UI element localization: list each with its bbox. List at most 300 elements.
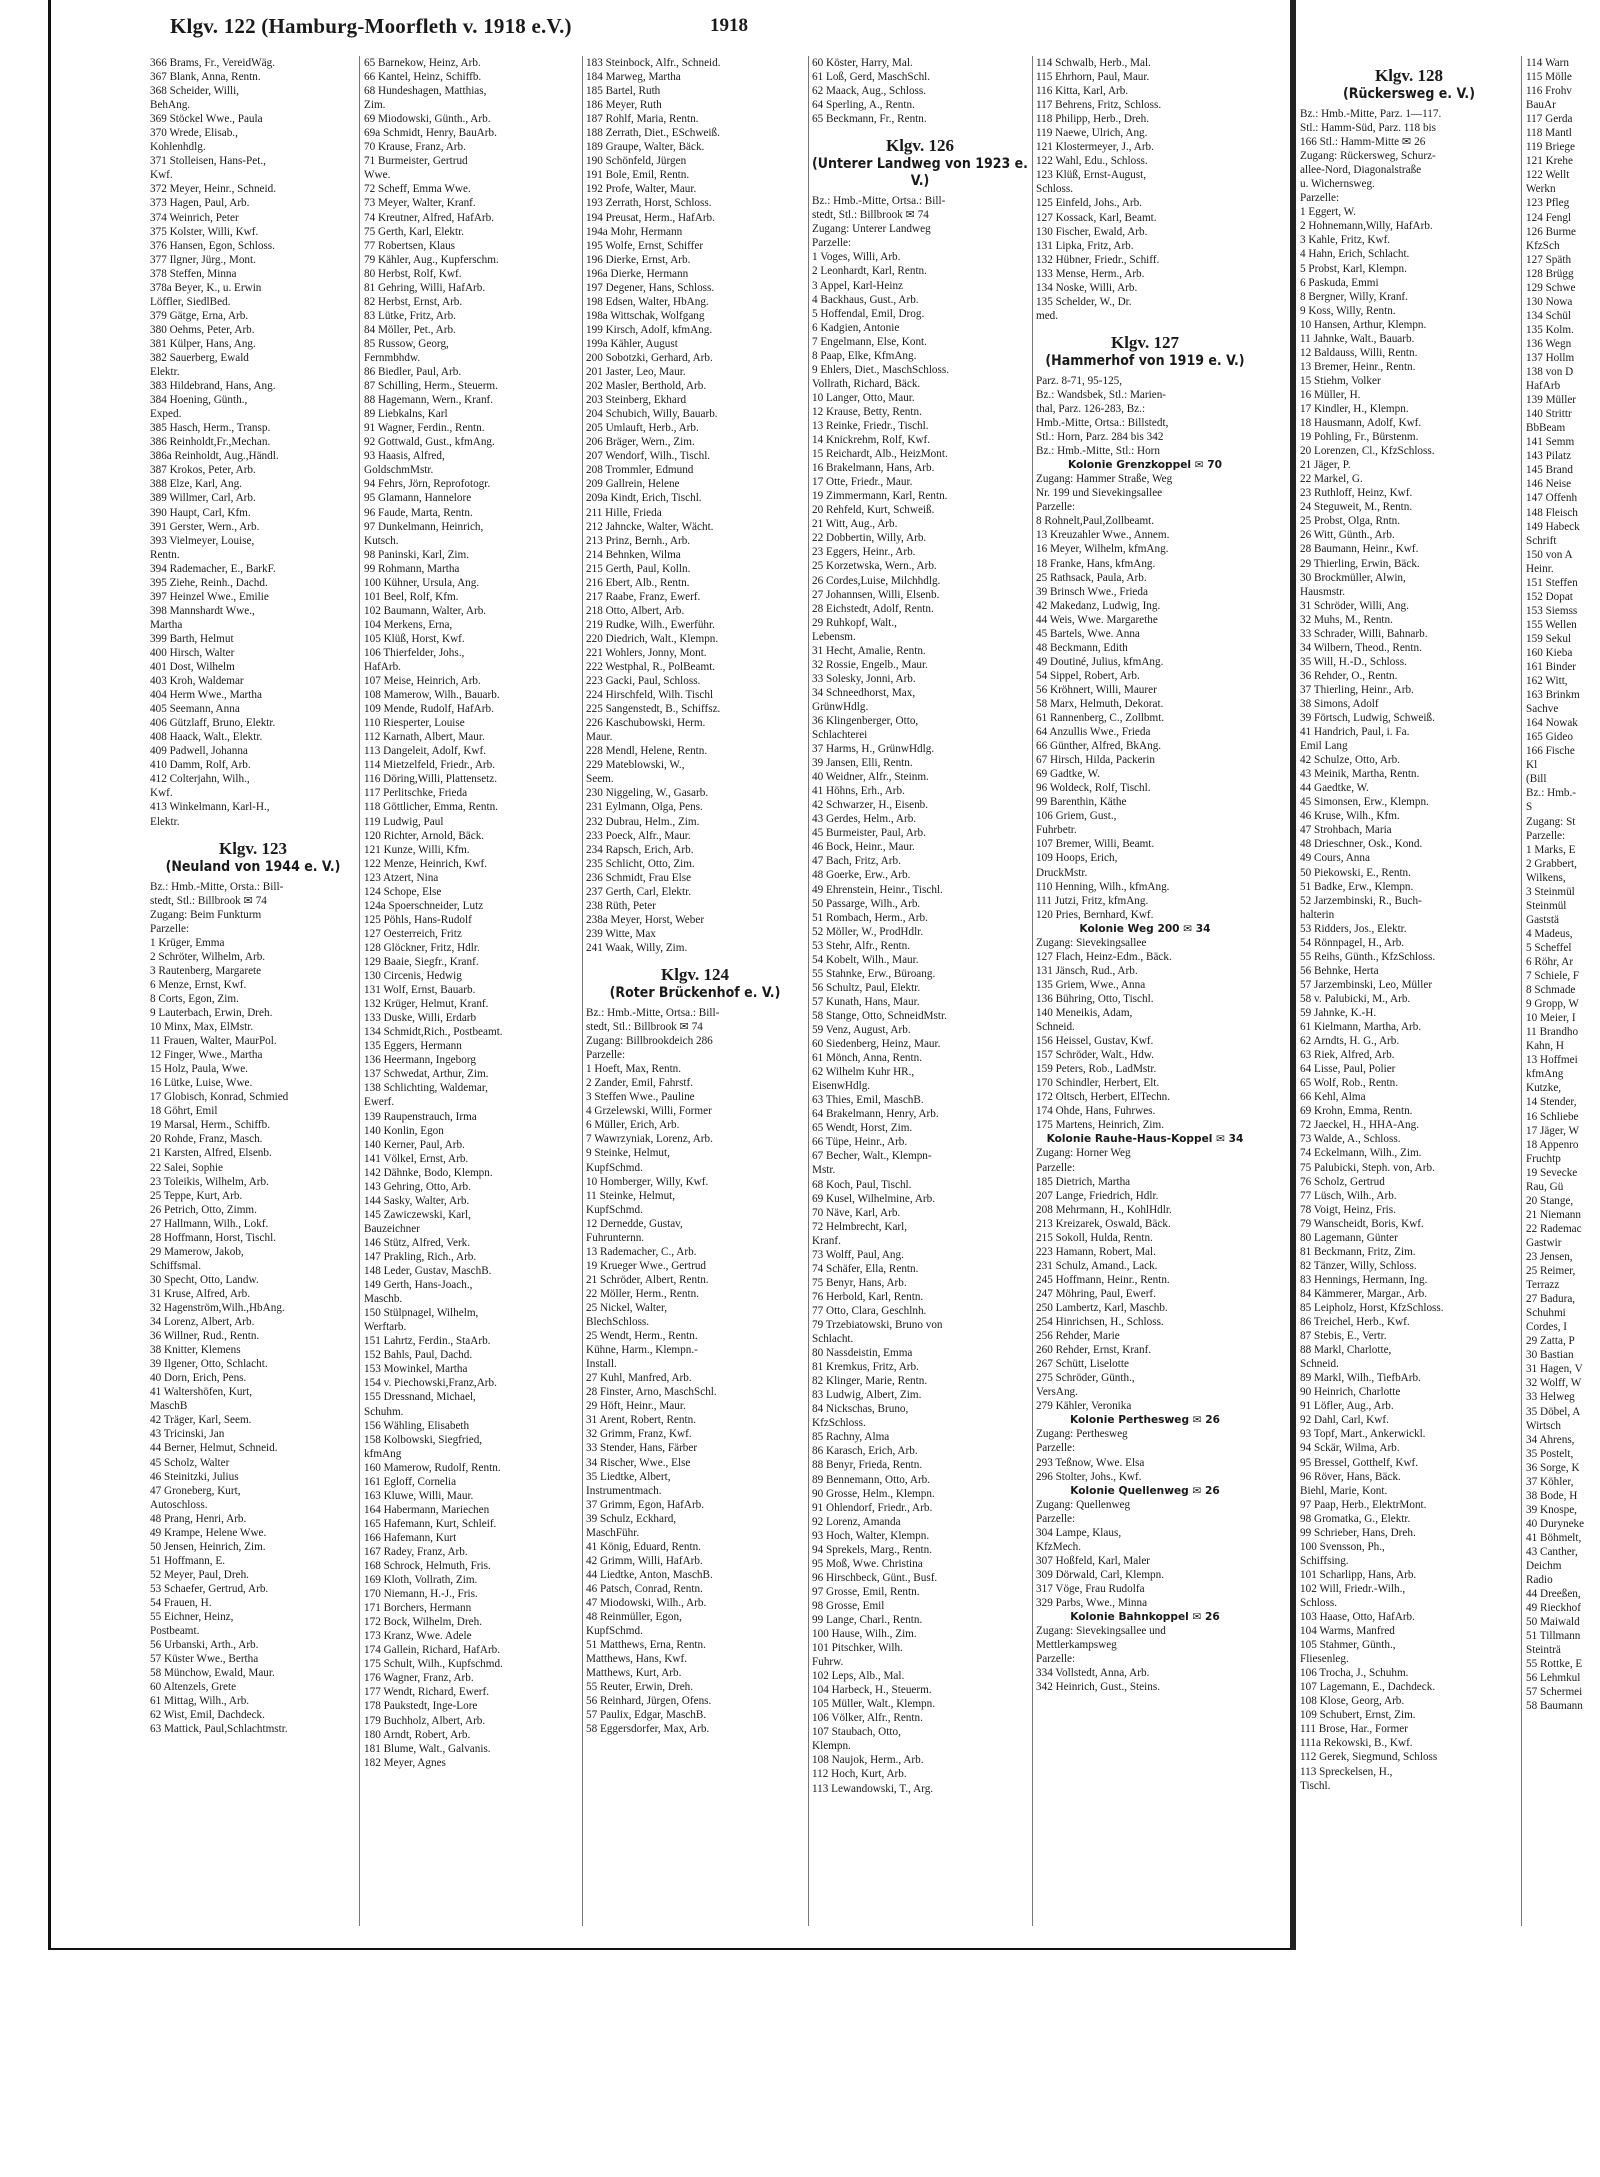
directory-entry: Bauzeichner [364,1222,420,1235]
directory-entry: 51 Rombach, Herm., Arb. [812,911,928,924]
directory-entry: 66 Günther, Alfred, BkAng. [1036,740,1162,753]
directory-entry: 92 Gottwald, Gust., kfmAng. [364,436,495,449]
directory-entry: 386 Reinholdt,Fr.,Mechan. [150,436,271,449]
directory-entry: 78 Voigt, Heinz, Fris. [1300,1203,1396,1216]
directory-entry: 100 Hause, Wilh., Zim. [812,1628,917,1641]
directory-entry: 99 Barenthin, Käthe [1036,796,1127,809]
directory-entry: Instrumentmach. [586,1484,662,1497]
directory-entry: 216 Ebert, Alb., Rentn. [586,576,690,589]
directory-entry: 34 Lorenz, Albert, Arb. [150,1316,255,1329]
directory-entry: 55 Eichner, Heinz, [150,1611,234,1624]
directory-entry: 39 Brinsch Wwe., Frieda [1036,585,1148,598]
directory-entry: 48 Prang, Henri, Arb. [150,1512,247,1525]
directory-entry: Postbeamt. [150,1625,200,1638]
directory-entry: 12 Finger, Wwe., Martha [150,1049,263,1062]
directory-entry: 296 Stolter, Johs., Kwf. [1036,1470,1142,1483]
directory-entry: 135 Griem, Wwe., Anna [1036,978,1146,991]
directory-entry: 93 Haasis, Alfred, [364,450,445,463]
directory-entry: 190 Schönfeld, Jürgen [586,155,687,168]
right-page-fragment [1300,0,1600,1950]
directory-entry: 155 Wellen [1526,618,1577,631]
directory-entry: 44 Berner, Helmut, Schneid. [150,1442,278,1455]
directory-entry: 34 Schneedhorst, Max, [812,686,916,699]
directory-entry: 88 Markl, Charlotte, [1300,1344,1392,1357]
section-info: Parzelle: [586,1049,626,1062]
directory-entry: Rau, Gü [1526,1180,1564,1193]
page-header [150,14,1285,44]
directory-entry: 136 Wegn [1526,337,1572,350]
directory-entry: 117 Perlitschke, Frieda [364,787,468,800]
directory-entry: 140 Konlin, Egon [364,1124,444,1137]
directory-entry: kfmAng [364,1447,402,1460]
directory-entry: 50 Jensen, Heinrich, Zim. [150,1540,266,1553]
directory-entry: 119 Naewe, Ulrich, Ang. [1036,127,1148,140]
column-rule [1032,56,1033,1926]
directory-entry: BlechSchloss. [586,1316,650,1329]
directory-entry: 307 Hoßfeld, Karl, Maler [1036,1554,1151,1567]
directory-entry: 9 Ehlers, Diet., MaschSchloss. [812,363,950,376]
directory-entry: 9 Gropp, W [1526,998,1579,1011]
directory-entry: 114 Warn [1526,57,1569,69]
directory-entry: 156 Wähling, Elisabeth [364,1419,470,1432]
directory-entry: Wwe. [364,169,391,182]
section-info: Parzelle: [1036,1653,1076,1666]
directory-entry: 90 Heinrich, Charlotte [1300,1386,1401,1399]
directory-entry: 122 Wellt [1526,169,1570,182]
directory-entry: 124 Schope, Else [364,885,442,898]
directory-entry: 27 Hallmann, Wilh., Lokf. [150,1217,269,1230]
directory-entry: 39 Förtsch, Ludwig, Schweiß. [1300,712,1435,725]
directory-entry: 28 Eichstedt, Adolf, Rentn. [812,602,934,615]
directory-entry: 14 Knickrehm, Rolf, Kwf. [812,434,931,447]
directory-entry: 106 Trocha, J., Schuhm. [1300,1667,1409,1680]
directory-entry: 2 Grabbert, [1526,857,1577,870]
directory-entry: 117 Behrens, Fritz, Schloss. [1036,99,1162,112]
directory-entry: 76 Herbold, Karl, Rentn. [812,1290,924,1303]
directory-entry: 215 Gerth, Paul, Kolln. [586,562,691,575]
directory-entry: 32 Rossie, Engelb., Maur. [812,658,928,671]
directory-entry: 46 Steinitzki, Julius [150,1470,239,1483]
directory-entry: 47 Groneberg, Kurt, [150,1484,241,1497]
directory-entry: 256 Rehder, Marie [1036,1330,1120,1343]
directory-entry: 53 Stehr, Alfr., Rentn. [812,939,911,952]
directory-entry: BbBeam [1526,422,1566,435]
directory-entry: 56 Lehmkul [1526,1672,1581,1685]
directory-entry: 43 Tricinski, Jan [150,1428,225,1441]
directory-entry: 116 Döring,Willi, Plattensetz. [364,773,498,786]
directory-entry: 124a Spoerschneider, Lutz [364,899,484,912]
directory-entry: 17 Jäger, W [1526,1124,1580,1137]
directory-entry: 40 Dorn, Erich, Pens. [150,1372,247,1385]
directory-entry: 209 Gallrein, Helene [586,478,680,491]
directory-entry: Tischl. [1300,1779,1331,1792]
directory-entry: 207 Wendorf, Wilh., Tischl. [586,450,711,463]
directory-entry: 102 Baumann, Walter, Arb. [364,604,487,617]
directory-entry: 206 Bräger, Wern., Zim. [586,436,695,449]
directory-entry: 12 Derneddе, Gustav, [586,1217,683,1230]
directory-entry: 74 Kreutner, Alfred, HafArb. [364,211,495,224]
column-1 [150,56,356,1736]
directory-entry: 89 Liebkalns, Karl [364,408,448,421]
directory-entry: 267 Schütt, Liselotte [1036,1358,1129,1371]
directory-entry: 247 Möhring, Paul, Ewerf. [1036,1287,1156,1300]
kolonie-heading: Kolonie Grenzkoppel ✉ 70 [1067,459,1223,472]
directory-entry: 58 Marx, Helmuth, Dekorat. [1036,697,1164,710]
directory-entry: 45 Bartels, Wwe. Anna [1036,627,1140,640]
directory-entry: 76 Scholz, Gertrud [1300,1175,1385,1188]
directory-entry: 400 Hirsch, Walter [150,646,235,659]
directory-entry: 42 Träger, Karl, Seem. [150,1414,252,1427]
directory-entry: Sachve [1526,703,1559,716]
directory-entry: 342 Heinrich, Gust., Steins. [1036,1681,1160,1694]
directory-entry: Fernmbhdw. [364,351,421,364]
directory-entry: 120 Richter, Arnold, Bäck. [364,829,485,842]
directory-entry: 17 Otte, Friedr., Maur. [812,476,913,489]
directory-entry: 182 Meyer, Agnes [364,1756,446,1769]
directory-entry: 39 Ilgener, Otto, Schlacht. [150,1358,268,1371]
directory-entry: 157 Schröder, Walt., Hdw. [1036,1049,1154,1062]
directory-entry: 236 Schmidt, Frau Else [586,871,692,884]
section-info: Parzelle: [812,237,852,250]
directory-entry: 334 Vollstedt, Anna, Arb. [1036,1667,1150,1680]
directory-entry: 64 Lisse, Paul, Polier [1300,1063,1396,1076]
directory-entry: 45 Scholz, Walter [150,1456,230,1469]
directory-entry: 175 Schult, Wilh., Kupfschmd. [364,1658,503,1671]
directory-entry: 409 Padwell, Johanna [150,745,248,758]
section-info: 166 Stl.: Hamm-Mitte ✉ 26 [1300,136,1426,149]
directory-entry: Steinträ [1526,1644,1561,1657]
directory-entry: 3 Kahle, Fritz, Kwf. [1300,234,1391,247]
directory-entry: 138 von D [1526,366,1574,379]
directory-entry: 88 Hagemann, Wern., Kranf. [364,394,494,407]
directory-entry: 33 Schrader, Willi, Bahnarb. [1300,627,1428,640]
directory-entry: 26 Cordes,Luise, Milchhdlg. [812,574,941,587]
directory-entry: 30 Bastian [1526,1349,1574,1362]
directory-entry: 91 Wagner, Ferdin., Rentn. [364,422,485,435]
directory-entry: 41 Böhmelt, [1526,1531,1582,1544]
directory-entry: 275 Schröder, Günth., [1036,1372,1135,1385]
directory-entry: 13 Bremer, Heinr., Rentn. [1300,360,1416,373]
directory-entry: 111 Brose, Har., Former [1300,1723,1408,1736]
directory-entry: 94 Sprekels, Marg., Rentn. [812,1543,933,1556]
section-title: Klgv. 127 [1110,332,1179,352]
directory-entry: 52 Meyer, Paul, Dreh. [150,1568,249,1581]
directory-entry: 213 Prinz, Bernh., Arb. [586,534,691,547]
directory-entry: 173 Kranz, Wwe. Adele [364,1630,472,1643]
book-gutter [1290,0,1296,1950]
directory-entry: Autoschloss. [150,1498,208,1511]
directory-entry: 4 Backhaus, Gust., Arb. [812,293,919,306]
directory-entry: Wirtsch [1526,1419,1561,1432]
directory-entry: 61 Kielmann, Martha, Arb. [1300,1021,1422,1034]
directory-entry: 69 Miodowski, Günth., Arb. [364,113,491,126]
directory-entry: 168 Schrock, Helmuth, Fris. [364,1560,491,1573]
directory-entry: 150 Stülpnagel, Wilhelm, [364,1307,479,1320]
directory-entry: 159 Sekul [1526,632,1572,645]
directory-entry: 128 Brügg [1526,267,1574,280]
directory-entry: 26 Witt, Günth., Arb. [1300,529,1395,542]
kolonie-heading: Kolonie Bahnkoppel ✉ 26 [1070,1611,1220,1624]
directory-entry: 96 Röver, Hans, Bäck. [1300,1470,1401,1483]
directory-entry: 109 Hoops, Erich, [1036,852,1118,865]
directory-entry: 58 v. Palubicki, M., Arb. [1300,992,1411,1005]
directory-entry: 101 Beel, Rolf, Kfm. [364,590,459,603]
directory-entry: Gaststä [1526,913,1559,926]
directory-entry: 6 Müller, Erich, Arb. [586,1119,680,1132]
directory-entry: 107 Lagemann, E., Dachdeck. [1300,1681,1436,1694]
directory-entry: 208 Trommler, Edmund [586,464,694,477]
directory-entry: Matthews, Hans, Kwf. [586,1653,687,1666]
directory-entry: 65 Barnekow, Heinz, Arb. [364,57,481,69]
directory-entry: 121 Krehe [1526,155,1573,168]
directory-entry: 35 Postelt, [1526,1447,1574,1460]
directory-entry: 112 Karnath, Albert, Maur. [364,731,485,744]
directory-entry: 58 Stange, Otto, SchneidMstr. [812,1009,947,1022]
directory-entry: 49 Doutiné, Julius, kfmAng. [1036,655,1164,668]
section-info: stedt, Stl.: Billbrook ✉ 74 [812,209,929,222]
directory-entry: 29 Höft, Heinr., Maur. [586,1400,686,1413]
directory-entry: 18 Franke, Hans, kfmAng. [1036,557,1156,570]
directory-entry: 90 Grosse, Helm., Klempn. [812,1487,935,1500]
directory-entry: Bz.: Hmb.- [1526,787,1577,800]
directory-entry: 92 Dahl, Carl, Kwf. [1300,1414,1389,1427]
directory-entry: 174 Ohde, Hans, Fuhrwes. [1036,1105,1156,1118]
directory-entry: 143 Pilatz [1526,450,1572,463]
directory-entry: 237 Gerth, Carl, Elektr. [586,885,692,898]
directory-entry: 366 Brams, Fr., VereidWäg. [150,57,276,69]
directory-entry: 225 Sangenstedt, B., Schiffsz. [586,703,721,716]
directory-entry: 229 Mateblowski, W., [586,759,685,772]
directory-entry: 75 Gerth, Karl, Elektr. [364,225,465,238]
directory-entry: 108 Naujok, Herm., Arb. [812,1754,924,1767]
directory-entry: 209a Kindt, Erich, Tischl. [586,492,702,505]
directory-entry: 217 Raabe, Franz, Ewerf. [586,590,701,603]
directory-entry: KfzSchloss. [812,1417,866,1430]
directory-entry: 7 Schiele, F [1526,970,1580,983]
directory-entry: 141 Völkel, Ernst, Arb. [364,1152,469,1165]
directory-entry: 44 Weis, Wwe. Margarethe [1036,613,1158,626]
directory-entry: 69 Krohn, Emma, Rentn. [1300,1105,1413,1118]
directory-entry: 57 Paulix, Edgar, MaschB. [586,1709,707,1722]
directory-entry: Schneid. [1300,1358,1339,1371]
directory-entry: 241 Waak, Willy, Zim. [586,941,688,954]
directory-entry: 378 Steffen, Minna [150,267,237,280]
directory-entry: 73 Wolff, Paul, Ang. [812,1248,904,1261]
directory-entry: 122 Wahl, Edu., Schloss. [1036,155,1148,168]
directory-entry: 385 Hasch, Herm., Transp. [150,422,271,435]
directory-entry: 95 Glamann, Hannelore [364,492,472,505]
directory-entry: 104 Warms, Manfred [1300,1625,1395,1638]
directory-entry: 28 Baumann, Heinr., Kwf. [1300,543,1419,556]
directory-entry: 19 Krueger Wwe., Gertrud [586,1259,707,1272]
directory-entry: 221 Wohlers, Jonny, Mont. [586,646,707,659]
directory-entry: 235 Schlicht, Otto, Zim. [586,857,695,870]
directory-entry: 22 Möller, Herm., Rentn. [586,1287,699,1300]
directory-entry: 43 Canther, [1526,1545,1578,1558]
section-info: Zugang: Sievekingsallee [1036,936,1147,949]
directory-entry: 1 Hoeft, Max, Rentn. [586,1063,682,1076]
directory-entry: 10 Minx, Max, ElMstr. [150,1021,254,1034]
directory-entry: 35 Will, H.-D., Schloss. [1300,655,1407,668]
directory-entry: Kwf. [150,787,173,800]
directory-entry: 6 Kadgien, Antonie [812,321,900,334]
directory-entry: 181 Blume, Walt., Galvanis. [364,1742,491,1755]
directory-entry: 134 Noske, Willi, Arb. [1036,281,1138,294]
directory-entry: 51 Matthews, Erna, Rentn. [586,1639,706,1652]
directory-entry: 71 Burmeister, Gertrud [364,155,468,168]
directory-entry: 13 Kreuzahler Wwe., Annem. [1036,529,1170,542]
section-info: Zugang: Perthesweg [1036,1428,1128,1441]
directory-entry: 107 Bremer, Willi, Beamt. [1036,838,1155,851]
directory-entry: 132 Hübner, Friedr., Schiff. [1036,253,1160,266]
directory-entry: halterin [1300,908,1335,921]
directory-entry: 7 Engelmann, Else, Kont. [812,335,927,348]
directory-entry: 165 Gideo [1526,731,1573,744]
directory-entry: 65 Beckmann, Fr., Rentn. [812,113,927,126]
directory-entry: 107 Meise, Heinrich, Arb. [364,675,481,688]
directory-entry: 145 Brand [1526,464,1573,477]
directory-entry: 79 Trzebiatowski, Bruno von [812,1318,943,1331]
directory-entry: 8 Bergner, Willy, Kranf. [1300,290,1408,303]
directory-entry: 406 Gützlaff, Bruno, Elektr. [150,717,276,730]
directory-entry: 36 Willner, Rud., Rentn. [150,1330,260,1343]
directory-entry: 55 Rottke, E [1526,1658,1583,1671]
directory-entry: 260 Rehder, Ernst, Kranf. [1036,1344,1152,1357]
directory-entry: 88 Benyr, Frieda, Rentn. [812,1459,923,1472]
section-title: Klgv. 124 [660,965,729,984]
directory-entry: 397 Heinzel Wwe., Emilie [150,590,269,603]
directory-entry: Werkn [1526,183,1556,196]
directory-entry: 56 Schultz, Paul, Elektr. [812,981,921,994]
directory-entry: 66 Kantel, Heinz, Schiffb. [364,71,482,84]
directory-entry: 160 Kieba [1526,646,1573,659]
directory-entry: 135 Kolm. [1526,323,1574,336]
directory-entry: 49 Krampe, Helene Wwe. [150,1526,267,1539]
directory-entry: 83 Hennings, Hermann, Ing. [1300,1273,1428,1286]
directory-entry: Hausmstr. [1300,585,1346,598]
directory-entry: 198 Edsen, Walter, HbAng. [586,295,709,308]
directory-entry: 176 Wagner, Franz, Arb. [364,1672,474,1685]
directory-entry: 97 Paap, Herb., ElektrMont. [1300,1498,1427,1511]
directory-entry: Terrazz [1526,1279,1560,1292]
directory-entry: 6 Paskuda, Emmi [1300,276,1379,289]
directory-entry: 5 Scheffel [1526,941,1572,954]
directory-entry: 245 Hoffmann, Heinr., Rentn. [1036,1273,1170,1286]
directory-entry: 42 Grimm, Willi, HafArb. [586,1554,703,1567]
directory-entry: Kohlenhdlg. [150,141,206,154]
directory-entry: 48 Beckmann, Edith [1036,641,1128,654]
directory-entry: 49 Ehrenstein, Heinr., Tischl. [812,883,943,896]
directory-entry: 187 Rohlf, Maria, Rentn. [586,113,699,126]
directory-entry: 118 Göttlicher, Emma, Rentn. [364,801,498,814]
directory-entry: 9 Koss, Willy, Rentn. [1300,304,1396,317]
directory-entry: 138 Schlichting, Waldemar, [364,1082,488,1095]
directory-entry: 25 Nickel, Walter, [586,1301,668,1314]
directory-entry: 134 Schül [1526,309,1572,322]
directory-entry: 77 Robertsen, Klaus [364,239,456,252]
directory-entry: 169 Kloth, Vollrath, Zim. [364,1574,478,1587]
directory-entry: 147 Offenh [1526,492,1578,505]
directory-entry: HafArb. [364,661,401,674]
directory-entry: 104 Harbeck, H., Steuerm. [812,1684,932,1697]
directory-entry: 98 Paninski, Karl, Zim. [364,548,470,561]
directory-entry: 127 Oesterreich, Fritz [364,927,462,940]
directory-entry: 279 Kähler, Veronika [1036,1400,1132,1413]
directory-entry: 150 von A [1526,548,1573,561]
directory-entry: 127 Späth [1526,253,1572,266]
directory-entry: 224 Hirschfeld, Wilh. Tischl [586,689,714,702]
directory-entry: 184 Marweg, Martha [586,71,681,84]
directory-entry: 238 Rüth, Peter [586,899,656,912]
directory-entry: 200 Sobotzki, Gerhard, Arb. [586,351,713,364]
section-subtitle: (Rückersweg e. V.) [1343,86,1475,102]
directory-entry: 377 Ilgner, Jürg., Mont. [150,253,256,266]
directory-entry: 132 Krüger, Helmut, Kranf. [364,998,489,1011]
directory-entry: 125 Einfeld, Johs., Arb. [1036,197,1142,210]
directory-entry: 4 Madeus, [1526,927,1573,940]
directory-entry: 22 Salei, Sophie [150,1161,224,1174]
directory-entry: 114 Mietzelfeld, Friedr., Arb. [364,759,496,772]
directory-entry: 59 Venz, August, Arb. [812,1024,911,1036]
directory-entry: 148 Fleisch [1526,506,1578,519]
directory-entry: 133 Mense, Herm., Arb. [1036,267,1145,280]
section-info: Parzelle: [1300,192,1340,205]
directory-entry: 110 Henning, Wilh., kfmAng. [1036,880,1170,893]
directory-entry: 62 Maack, Aug., Schloss. [812,85,927,98]
directory-entry: med. [1036,309,1059,322]
directory-entry: 23 Toleikis, Wilhelm, Arb. [150,1175,269,1188]
directory-entry: 188 Zerrath, Diet., ESchweiß. [586,127,720,140]
directory-entry: 21 Witt, Aug., Arb. [812,518,898,531]
directory-entry: 408 Haack, Walt., Elektr. [150,731,263,744]
directory-entry: 149 Gerth, Hans-Joach., [364,1279,473,1292]
directory-entry: 215 Sokoll, Hulda, Rentn. [1036,1231,1153,1244]
directory-entry: Kl [1526,759,1538,772]
directory-entry: 239 Witte, Max [586,927,656,940]
directory-entry: 61 Loß, Gerd, MaschSchl. [812,71,931,84]
section-info: Nr. 199 und Sievekingsallee [1036,487,1163,500]
directory-entry: 112 Hoch, Kurt, Arb. [812,1768,907,1781]
directory-entry: 403 Kroh, Waldemar [150,675,244,688]
directory-entry: 41 König, Eduard, Rentn. [586,1540,701,1553]
directory-entry: 94 Sckär, Wilma, Arb. [1300,1442,1400,1455]
directory-entry: 105 Stahmer, Günth., [1300,1639,1396,1652]
directory-entry: 64 Anzullis Wwe., Frieda [1036,726,1151,739]
directory-entry: 379 Gätge, Erna, Arb. [150,309,249,322]
directory-entry: Mstr. [812,1164,836,1177]
directory-entry: 54 Rönnpagel, H., Arb. [1300,936,1405,949]
section-info: Bz.: Hmb.-Mitte, Orsta.: Bill- [150,880,284,893]
directory-entry: 27 Badura, [1526,1293,1576,1306]
directory-entry: 201 Jaster, Leo, Maur. [586,366,686,379]
directory-entry: 85 Leipholz, Horst, KfzSchloss. [1300,1301,1444,1314]
directory-entry: 401 Dost, Wilhelm [150,661,235,674]
directory-entry: 55 Stahnke, Erw., Büroang. [812,967,936,980]
column-rule [808,56,809,1926]
directory-entry: 123 Pfleg [1526,197,1570,210]
directory-entry: 3 Steinmül [1526,885,1575,898]
directory-entry: 59 Jahnke, K.-H. [1300,1007,1377,1019]
directory-entry: 115 Ehrhorn, Paul, Maur. [1036,71,1150,84]
directory-entry: 12 Baldauss, Willi, Rentn. [1300,346,1418,359]
directory-entry: 55 Reuter, Erwin, Dreh. [586,1681,694,1694]
directory-entry: 4 Grzelewski, Willi, Former [586,1105,712,1118]
directory-entry: Heinr. [1526,562,1554,575]
directory-entry: 57 Kunath, Hans, Maur. [812,995,920,1008]
section-info: stedt, Stl.: Billbrook ✉ 74 [586,1021,703,1034]
directory-entry: 153 Siemss [1526,604,1578,617]
directory-entry: 207 Lange, Friedrich, Hdlr. [1036,1189,1159,1202]
